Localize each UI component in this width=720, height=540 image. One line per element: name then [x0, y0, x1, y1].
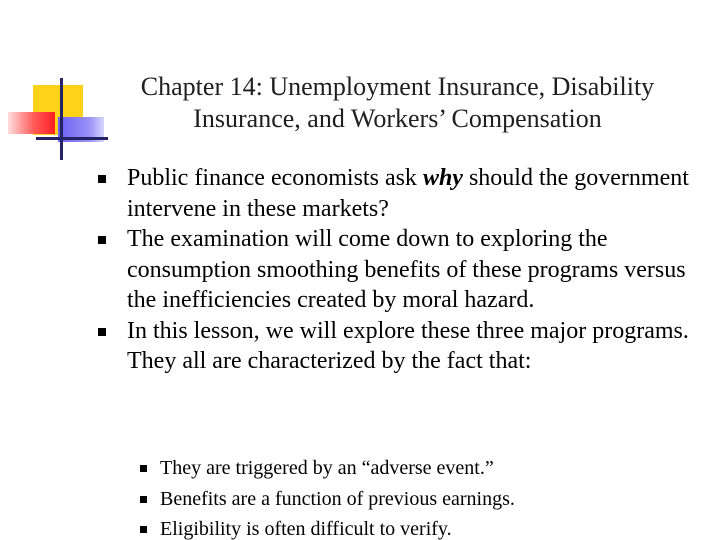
- logo-vertical-line: [60, 78, 63, 160]
- bullet-text: The examination will come down to exploring the consumption smoothing benefits of these programs versus the inefficiencies created by moral hazard.: [127, 226, 686, 313]
- bullet-item: [95, 163, 705, 224]
- square-bullet-icon: [98, 328, 106, 336]
- square-bullet-icon: [98, 236, 106, 244]
- logo-red-bar: [8, 112, 55, 134]
- sub-bullet-item: [140, 484, 700, 515]
- bullet-emphasis: why: [422, 165, 463, 191]
- sub-bullet-item: [140, 453, 700, 484]
- sub-bullet-list: [140, 453, 700, 540]
- bullet-item: [95, 224, 705, 316]
- square-bullet-icon: [140, 526, 147, 533]
- bullet-item: [95, 316, 705, 377]
- sub-bullet-text: They are triggered by an “adverse event.”: [160, 457, 494, 479]
- sub-bullet-item: [140, 514, 700, 540]
- bullet-text-part: should the government intervene in these markets?: [127, 165, 689, 222]
- bullet-list: [95, 163, 705, 377]
- square-bullet-icon: [140, 496, 147, 503]
- sub-bullet-text: Benefits are a function of previous earnings.: [160, 487, 515, 510]
- bullet-text-part: Public finance economists ask: [127, 165, 423, 191]
- square-bullet-icon: [98, 175, 106, 183]
- square-bullet-icon: [140, 465, 147, 472]
- sub-bullet-text: Eligibility is often difficult to verify.: [160, 518, 452, 540]
- bullet-text: In this lesson, we will explore these three major programs. They all are characterized by the fact that:: [127, 317, 689, 374]
- slide-logo: [0, 0, 110, 170]
- slide-title: Chapter 14: Unemployment Insurance, Disability Insurance, and Workers’ Compensation: [140, 72, 655, 133]
- logo-horizontal-line: [36, 137, 108, 140]
